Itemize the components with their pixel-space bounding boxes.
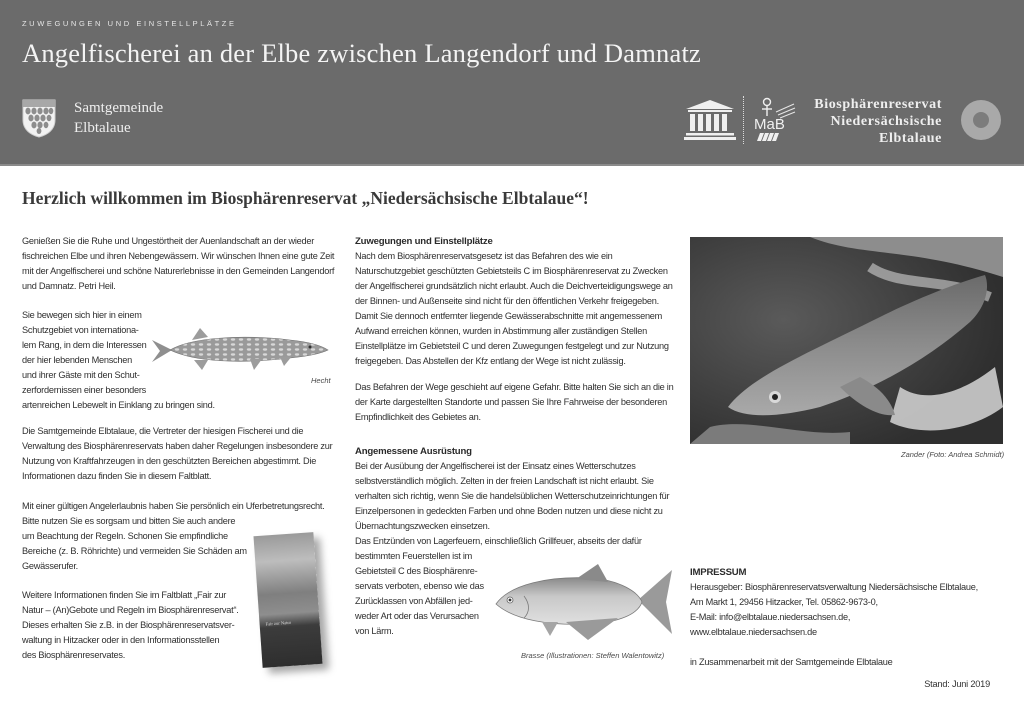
flyer-thumbnail [253,532,322,668]
impressum-email[interactable]: E-Mail: info@elbtalaue.niedersachsen.de, [690,612,851,622]
coat-of-arms-icon [22,98,56,138]
text-line: Natur – (An)Gebote und Regeln im Biosphärenreservat“. [22,605,239,615]
header-banner [0,0,1024,166]
text-line: weder Art oder das Verursachen [355,611,479,621]
text-line: von Lärm. [355,626,394,636]
cooperation-note: in Zusammenarbeit mit der Samtgemeinde Elbtalaue [690,657,893,667]
samtgemeinde-line2: Elbtalaue [74,120,131,136]
text-line: Mit einer gültigen Angelerlaubnis haben Sie persönlich ein Uferbetretungsrecht. [22,501,325,511]
intro-paragraph: Genießen Sie die Ruhe und Ungestörtheit der Auenlandschaft an der wieder fischreichen Elbe und ihren Nebengewässern. Wir wünschen Ihnen eine gute Zeit mit der Angelfischerei und schöne Naturerlebnisse in den Gemeinden Langendorf und Damnatz. Petri Heil. [22,236,335,291]
zander-caption: Zander (Foto: Andrea Schmidt) [901,450,1005,459]
svg-text:MaB: MaB [754,116,785,133]
impressum-section [690,565,1010,670]
text-line: des Biosphärenreservates. [22,650,126,660]
access-section [355,234,675,369]
text-line: servats verboten, ebenso wie das [355,581,484,591]
text-line: Bitte nutzen Sie es sorgsam und bitten Sie auch andere [22,516,236,526]
zander-photo [690,237,1003,444]
page-title: Angelfischerei an der Elbe zwischen Langendorf und Damnatz [22,38,701,68]
impressum-website[interactable]: www.elbtalaue.niedersachsen.de [690,627,817,637]
equipment-heading: Angemessene Ausrüstung [355,446,472,457]
impressum-line: Herausgeber: Biosphärenreservatsverwaltung Niedersächsische Elbtalaue, [690,582,978,592]
text-line: Das Entzünden von Lagerfeuern, einschließlich Grillfeuer, abseits der dafür [355,536,642,546]
text-line: Dieses erhalten Sie z.B. in der Biosphärenreservatsver- [22,620,235,630]
text-line: Sie bewegen sich hier in einem [22,310,142,320]
pike-caption: Hecht [311,376,331,385]
impressum-line: Am Markt 1, 29456 Hitzacker, Tel. 05862-9673-0, [690,597,878,607]
access-paragraph-2: Damit Sie dennoch entfernter liegende Gewässerabschnitte mit angemessenem Aufwand erreichen können, wurden in Abstimmung aller zuständigen Stellen Einstellplätze im Gebietsteil C und deren Zuwegungen festgelegt und zur Nutzung freigegeben. Das Abstellen der Kfz entlang der Wege ist nicht zulässig. [355,311,669,366]
biosphere-ring-icon [961,100,1001,140]
text-line: und ihrer Gäste mit den Schut- [22,370,140,380]
access-paragraph-1: Nach dem Biosphärenreservatsgesetz ist das Befahren des wie ein Naturschutzgebiet geschützten Gebietsteils C im Biosphärenreservat zu Zwecken der Angelfischerei grundsätzlich nicht erlaubt. Auch die Deichverteidigungswege an der Binnen- und Außenseite sind nicht für den öffentlichen Verkehr freigegeben. [355,251,673,306]
mab-logo-icon [752,96,796,142]
section-kicker: ZUWEGUNGEN UND EINSTELLPLÄTZE [22,19,237,28]
access-heading: Zuwegungen und Einstellplätze [355,236,493,247]
text-line: waltung in Hitzacker oder in den Informationsstellen [22,635,220,645]
text-line: lem Rang, in dem die Interessen [22,340,147,350]
driving-risk-paragraph: Das Befahren der Wege geschieht auf eigene Gefahr. Bitte halten Sie sich an die in der Karte dargestellten Standorte und passen Sie Ihre Fahrweise der besonderen Empfindlichkeit des Gebietes an. [355,382,674,422]
text-line: Gebietsteil C des Biosphärenre- [355,566,478,576]
text-line: Zurücklassen von Abfällen jed- [355,596,473,606]
samtgemeinde-line1: Samtgemeinde [74,100,164,116]
regulations-paragraph: Die Samtgemeinde Elbtalaue, die Vertreter der hiesigen Fischerei und die Verwaltung des Biosphärenreservats haben daher Regelungen insbesondere zur Nutzung von Kraftfahrzeugen in den geschützten Bereichen abgestimmt. Die Informationen dazu finden Sie in diesem Faltblatt. [22,426,333,481]
samtgemeinde-logo [22,98,163,138]
impressum-heading: IMPRESSUM [690,567,747,578]
biosphere-line1: Biosphärenreservat [814,97,942,112]
equipment-paragraph: Bei der Ausübung der Angelfischerei ist der Einsatz eines Wetterschutzes selbstverständlich möglich. Zelten in der freien Landschaft ist nicht erlaubt. Sie verhalten sich richtig, wenn Sie die handelsüblichen Wetterschutzeinrichtungen für Einzelpersonen in gedeckten Farben und ohne Boden nutzen und diese nicht zu Übernachtungszwecken einsetzen. [355,461,670,531]
publication-date: Stand: Juni 2019 [924,679,990,689]
text-line: zerfordernissen einer besonders [22,385,147,395]
text-line: Weitere Informationen finden Sie im Faltblatt „Fair zur [22,590,227,600]
flyer-title: Fair zur Natur [265,619,292,627]
text-line: artenreichen Lebewelt in Einklang zu bringen sind. [22,400,215,410]
text-line: Bereiche (z. B. Röhrichte) und vermeiden Sie Schäden am [22,546,247,556]
zander-photo-illustration [690,237,1003,444]
text-line: der hier lebenden Menschen [22,355,132,365]
text-line: Gewässerufer. [22,561,78,571]
text-line: bestimmten Feuerstellen ist im [355,551,473,561]
unesco-logo-icon [684,99,736,141]
logo-divider [743,96,744,144]
text-line: um Beachtung der Regeln. Schonen Sie empfindliche [22,531,228,541]
biosphere-title [814,96,942,147]
text-line: Schutzgebiet von internationa- [22,325,139,335]
biosphere-line3: Elbtalaue [879,131,942,146]
welcome-heading: Herzlich willkommen im Biosphärenreservat „Niedersächsische Elbtalaue“! [22,188,589,208]
bream-caption: Brasse (Illustrationen: Steffen Walentowitz) [521,651,665,660]
biosphere-line2: Niedersächsische [830,114,942,129]
pike-illustration [150,322,330,374]
bream-illustration [490,560,675,645]
